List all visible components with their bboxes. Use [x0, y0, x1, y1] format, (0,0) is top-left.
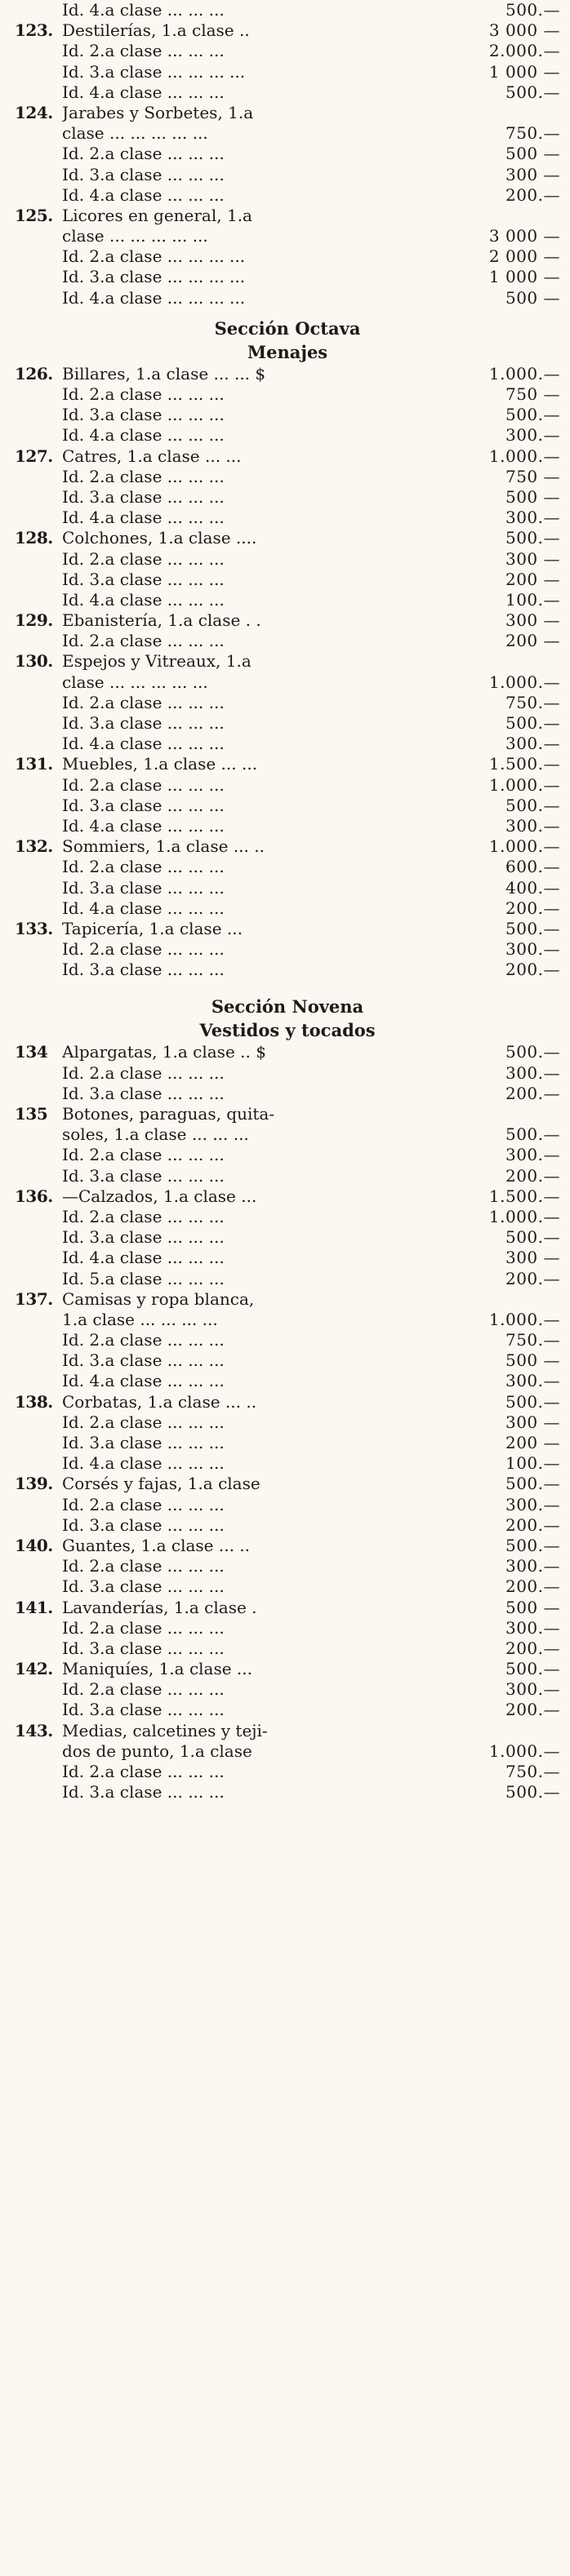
tariff-row: [15, 1145, 560, 1165]
item-description: —Calzados, 1.a clase ...: [62, 1186, 257, 1206]
tariff-row: [15, 1679, 560, 1700]
item-description: soles, 1.a clase ... ... ...: [62, 1124, 249, 1145]
tariff-row: [15, 487, 560, 508]
tariff-row: [15, 960, 560, 980]
tariff-row: [15, 364, 560, 384]
item-number: 123.: [15, 20, 53, 41]
item-amount: 400.—: [505, 877, 560, 898]
item-amount: 200.—: [505, 1083, 560, 1103]
tariff-row: [15, 1433, 560, 1453]
tariff-row: [15, 1269, 560, 1289]
item-description: Espejos y Vitreaux, 1.a: [62, 651, 252, 672]
item-amount: 1 000 —: [488, 267, 560, 287]
item-description: Id. 4.a clase ... ... ...: [62, 898, 225, 918]
item-description: Id. 4.a clase ... ... ...: [62, 1248, 225, 1268]
item-description: Muebles, 1.a clase ... ...: [62, 754, 258, 774]
item-amount: 200.—: [505, 960, 560, 980]
tariff-row: [15, 1104, 560, 1124]
tariff-row: [15, 631, 560, 651]
item-number: 133.: [15, 918, 53, 938]
item-amount: 300 —: [505, 1412, 560, 1432]
item-number: 127.: [15, 446, 53, 466]
tariff-row: [15, 713, 560, 734]
item-number: 130.: [15, 651, 53, 672]
item-amount: 500 —: [505, 486, 560, 507]
item-amount: 3 000 —: [488, 226, 560, 246]
section-heading-octava: Sección Octava: [214, 317, 361, 339]
item-amount: 500 —: [505, 1597, 560, 1617]
item-number: 131.: [15, 754, 53, 774]
item-amount: 300.—: [505, 815, 560, 836]
item-description: Botones, paraguas, quita-: [62, 1104, 275, 1124]
tariff-row: [15, 226, 560, 246]
tariff-row: [15, 878, 560, 898]
item-description: Id. 3.a clase ... ... ...: [62, 1576, 225, 1597]
tariff-row: [15, 446, 560, 467]
item-description: Id. 2.a clase ... ... ...: [62, 384, 225, 404]
item-amount: 1.000.—: [488, 1740, 560, 1761]
tariff-row: [15, 796, 560, 816]
item-amount: 750 —: [505, 466, 560, 486]
item-description: Id. 2.a clase ... ... ...: [62, 1494, 225, 1514]
tariff-row: [15, 62, 560, 82]
tariff-row: [15, 1063, 560, 1084]
item-description: Id. 3.a clase ... ... ...: [62, 1782, 225, 1802]
item-number: 136.: [15, 1186, 53, 1206]
item-description: Id. 4.a clase ... ... ... ...: [62, 287, 246, 308]
item-amount: 300.—: [505, 1371, 560, 1391]
item-description: Id. 3.a clase ... ... ...: [62, 960, 225, 980]
tariff-row: [15, 1515, 560, 1536]
item-description: Id. 2.a clase ... ... ...: [62, 631, 225, 651]
tariff-list-top: [15, 0, 560, 308]
item-description: Id. 4.a clase ... ... ...: [62, 425, 225, 446]
item-amount: 500.—: [505, 1124, 560, 1145]
item-amount: 300.—: [505, 1679, 560, 1700]
item-number: 124.: [15, 102, 53, 122]
item-amount: 300.—: [505, 1556, 560, 1576]
tariff-row: [15, 185, 560, 206]
item-number: 138.: [15, 1391, 53, 1412]
item-description: Id. 4.a clase ... ... ...: [62, 815, 225, 836]
item-description: Tapicería, 1.a clase ...: [62, 918, 243, 938]
item-description: Id. 3.a clase ... ... ...: [62, 1350, 225, 1371]
item-amount: 500 —: [505, 287, 560, 308]
tariff-row: [15, 1495, 560, 1515]
item-number: 129.: [15, 610, 53, 631]
item-amount: 2.000.—: [488, 41, 560, 61]
tariff-row: [15, 549, 560, 570]
item-description: Jarabes y Sorbetes, 1.a: [62, 102, 254, 122]
item-description: dos de punto, 1.a clase: [62, 1740, 252, 1761]
item-amount: 200.—: [505, 898, 560, 918]
item-description: clase ... ... ... ... ...: [62, 672, 208, 692]
item-amount: 500 —: [505, 1350, 560, 1371]
tariff-row: [15, 425, 560, 446]
item-amount: 100.—: [505, 1453, 560, 1474]
item-description: Id. 3.a clase ... ... ...: [62, 486, 225, 507]
item-amount: 1.000.—: [488, 836, 560, 857]
item-amount: 1.000.—: [488, 1309, 560, 1329]
tariff-row: [15, 1576, 560, 1597]
item-description: Colchones, 1.a clase ....: [62, 528, 257, 548]
section-heading-novena: Sección Novena: [211, 996, 364, 1018]
tariff-row: [15, 41, 560, 61]
item-description: Guantes, 1.a clase ... ..: [62, 1535, 250, 1555]
tariff-row: [15, 1618, 560, 1638]
item-number: 141.: [15, 1597, 53, 1617]
item-description: Licores en general, 1.a: [62, 205, 252, 225]
tariff-row: [15, 672, 560, 693]
tariff-row: [15, 1289, 560, 1310]
tariff-row: [15, 1392, 560, 1412]
item-description: Id. 3.a clase ... ... ... ...: [62, 267, 246, 287]
item-description: Id. 2.a clase ... ... ...: [62, 466, 225, 486]
item-description: Id. 3.a clase ... ... ...: [62, 1638, 225, 1658]
item-number: 137.: [15, 1288, 53, 1309]
section-subheading-vestidos: Vestidos y tocados: [199, 1020, 376, 1041]
tariff-row: [15, 82, 560, 103]
item-amount: 600.—: [505, 857, 560, 877]
item-number: 125.: [15, 205, 53, 225]
item-description: Id. 2.a clase ... ... ...: [62, 692, 225, 712]
tariff-row: [15, 508, 560, 528]
item-description: Id. 3.a clase ... ... ...: [62, 405, 225, 425]
item-amount: 300 —: [505, 548, 560, 569]
item-number: 134: [15, 1042, 48, 1062]
item-description: Id. 3.a clase ... ... ...: [62, 164, 225, 184]
item-description: Camisas y ropa blanca,: [62, 1288, 255, 1309]
item-description: Id. 4.a clase ... ... ...: [62, 589, 225, 610]
item-description: Id. 2.a clase ... ... ...: [62, 774, 225, 795]
item-amount: 200.—: [505, 1576, 560, 1597]
item-amount: 500.—: [505, 1782, 560, 1802]
tariff-row: [15, 775, 560, 796]
item-amount: 200.—: [505, 1700, 560, 1720]
item-description: Id. 2.a clase ... ... ...: [62, 1145, 225, 1165]
tariff-row: [15, 754, 560, 774]
item-amount: 500 —: [505, 144, 560, 164]
item-amount: 200 —: [505, 1433, 560, 1452]
item-amount: 300.—: [505, 1494, 560, 1514]
tariff-row: [15, 1721, 560, 1741]
tariff-row: [15, 1248, 560, 1268]
tariff-row: [15, 1598, 560, 1618]
item-amount: 300.—: [505, 425, 560, 446]
item-description: Id. 2.a clase ... ... ...: [62, 939, 225, 960]
tariff-row: [15, 1084, 560, 1104]
item-amount: 1.000.—: [488, 363, 560, 384]
item-description: Sommiers, 1.a clase ... ..: [62, 836, 265, 857]
tariff-row: [15, 528, 560, 548]
item-description: Corsés y fajas, 1.a clase: [62, 1474, 261, 1494]
spacer: [15, 308, 560, 317]
item-description: Id. 2.a clase ... ... ...: [62, 1330, 225, 1350]
item-description: Id. 2.a clase ... ... ...: [62, 1617, 225, 1638]
item-description: Id. 3.a clase ... ... ...: [62, 877, 225, 898]
item-amount: 500.—: [505, 405, 560, 425]
item-description: Billares, 1.a clase ... ... $: [62, 363, 266, 384]
item-description: Corbatas, 1.a clase ... ..: [62, 1391, 257, 1412]
item-number: 128.: [15, 528, 53, 548]
item-description: Id. 3.a clase ... ... ...: [62, 1165, 225, 1186]
item-description: Destilerías, 1.a clase ..: [62, 20, 250, 41]
item-description: Id. 3.a clase ... ... ...: [62, 1514, 225, 1535]
tariff-row: [15, 20, 560, 41]
item-description: Id. 3.a clase ... ... ...: [62, 1433, 225, 1452]
tariff-row: [15, 1371, 560, 1391]
item-number: 143.: [15, 1720, 53, 1740]
item-amount: 500.—: [505, 1474, 560, 1494]
item-description: clase ... ... ... ... ...: [62, 226, 208, 246]
item-amount: 300.—: [505, 939, 560, 960]
item-description: Id. 3.a clase ... ... ... ...: [62, 61, 246, 82]
item-number: 126.: [15, 363, 53, 384]
tariff-row: [15, 734, 560, 754]
item-amount: 500.—: [505, 82, 560, 102]
tariff-row: [15, 1207, 560, 1227]
item-amount: 200.—: [505, 1165, 560, 1186]
item-amount: 500.—: [505, 1659, 560, 1679]
tariff-row: [15, 1638, 560, 1659]
tariff-row: [15, 1350, 560, 1371]
tariff-row: [15, 816, 560, 836]
item-amount: 300.—: [505, 1145, 560, 1165]
item-amount: 500.—: [505, 1391, 560, 1412]
tariff-row: [15, 857, 560, 877]
item-amount: 1.000.—: [488, 1206, 560, 1226]
item-number: 140.: [15, 1535, 53, 1555]
item-description: Id. 2.a clase ... ... ...: [62, 548, 225, 569]
item-description: Id. 3.a clase ... ... ...: [62, 1227, 225, 1248]
item-amount: 750.—: [505, 1762, 560, 1781]
item-amount: 500.—: [505, 528, 560, 548]
item-amount: 300.—: [505, 508, 560, 528]
item-amount: 500.—: [505, 1535, 560, 1555]
tariff-row: [15, 384, 560, 405]
tariff-row: [15, 467, 560, 487]
tariff-row: [15, 1330, 560, 1350]
tariff-row: [15, 288, 560, 308]
tariff-row: [15, 651, 560, 672]
item-description: Medias, calcetines y teji-: [62, 1720, 268, 1740]
item-amount: 100.—: [505, 589, 560, 610]
tariff-row: [15, 1474, 560, 1494]
tariff-row: [15, 267, 560, 287]
item-description: Id. 2.a clase ... ... ...: [62, 1412, 225, 1432]
item-amount: 300 —: [505, 1248, 560, 1268]
tariff-row: [15, 144, 560, 164]
section-subheading-menajes: Menajes: [247, 341, 328, 362]
tariff-row: [15, 1700, 560, 1720]
item-amount: 2 000 —: [488, 246, 560, 267]
item-amount: 300.—: [505, 734, 560, 754]
tariff-row: [15, 1536, 560, 1556]
item-description: Id. 4.a clase ... ... ...: [62, 82, 225, 102]
item-description: Id. 3.a clase ... ... ...: [62, 795, 225, 815]
item-description: Id. 2.a clase ... ... ...: [62, 1062, 225, 1083]
item-description: Alpargatas, 1.a clase .. $: [62, 1042, 266, 1062]
item-amount: 750 —: [505, 384, 560, 404]
item-amount: 750.—: [505, 692, 560, 712]
item-amount: 300.—: [505, 1062, 560, 1083]
item-description: Id. 3.a clase ... ... ...: [62, 1083, 225, 1103]
item-amount: 1.000.—: [488, 446, 560, 466]
tariff-row: [15, 1453, 560, 1474]
item-amount: 750.—: [505, 123, 560, 144]
item-description: Id. 4.a clase ... ... ...: [62, 734, 225, 754]
item-number: 142.: [15, 1659, 53, 1679]
tariff-row: [15, 1412, 560, 1433]
item-description: Id. 2.a clase ... ... ...: [62, 857, 225, 877]
item-amount: 200.—: [505, 184, 560, 205]
item-description: Id. 3.a clase ... ... ...: [62, 713, 225, 733]
item-amount: 300 —: [505, 610, 560, 631]
tariff-row: [15, 1782, 560, 1802]
item-description: Lavanderías, 1.a clase .: [62, 1597, 257, 1617]
tariff-row: [15, 206, 560, 226]
item-description: Id. 2.a clase ... ... ... ...: [62, 246, 246, 267]
tariff-row: [15, 1659, 560, 1679]
item-amount: 500.—: [505, 795, 560, 815]
item-description: Ebanistería, 1.a clase . .: [62, 610, 261, 631]
tariff-row: [15, 939, 560, 960]
tariff-list-menajes: [15, 364, 560, 981]
item-description: clase ... ... ... ... ...: [62, 123, 208, 144]
item-description: Id. 4.a clase ... ... ...: [62, 184, 225, 205]
item-amount: 300 —: [505, 164, 560, 184]
item-amount: 200 —: [505, 631, 560, 651]
item-amount: 200.—: [505, 1638, 560, 1658]
item-number: 132.: [15, 836, 53, 857]
tariff-row: [15, 898, 560, 919]
item-amount: 200 —: [505, 569, 560, 589]
tariff-row: [15, 836, 560, 857]
item-amount: 3 000 —: [488, 20, 560, 41]
item-amount: 750.—: [505, 1330, 560, 1350]
tariff-row: [15, 0, 560, 20]
tariff-row: [15, 165, 560, 185]
item-description: 1.a clase ... ... ... ...: [62, 1309, 218, 1329]
item-description: Id. 2.a clase ... ... ...: [62, 1762, 225, 1781]
tariff-row: [15, 1166, 560, 1186]
tariff-row: [15, 1556, 560, 1576]
tariff-list-vestidos: [15, 1042, 560, 1802]
item-amount: 200.—: [505, 1514, 560, 1535]
item-description: Id. 2.a clase ... ... ...: [62, 1679, 225, 1700]
item-description: Id. 4.a clase ... ... ...: [62, 1453, 225, 1474]
item-description: Id. 2.a clase ... ... ...: [62, 144, 225, 164]
tariff-row: [15, 693, 560, 713]
item-description: Id. 4.a clase ... ... ...: [62, 0, 225, 20]
item-description: Id. 2.a clase ... ... ...: [62, 1206, 225, 1226]
tariff-row: [15, 590, 560, 610]
item-amount: 1.500.—: [488, 1186, 560, 1206]
item-description: Id. 3.a clase ... ... ...: [62, 569, 225, 589]
tariff-row: [15, 103, 560, 123]
spacer: [15, 980, 560, 995]
item-amount: 200.—: [505, 1268, 560, 1288]
tariff-row: [15, 246, 560, 267]
item-amount: 1.500.—: [488, 754, 560, 774]
document-page: [15, 0, 560, 1802]
item-amount: 300.—: [505, 1617, 560, 1638]
item-description: Maniquíes, 1.a clase ...: [62, 1659, 252, 1679]
item-amount: 1.000.—: [488, 672, 560, 692]
item-amount: 1.000.—: [488, 774, 560, 795]
tariff-row: [15, 1042, 560, 1062]
item-amount: 1 000 —: [488, 61, 560, 82]
item-description: Catres, 1.a clase ... ...: [62, 446, 242, 466]
item-description: Id. 5.a clase ... ... ...: [62, 1268, 225, 1288]
item-amount: 500.—: [505, 713, 560, 733]
item-number: 139.: [15, 1474, 53, 1494]
item-description: Id. 2.a clase ... ... ...: [62, 1556, 225, 1576]
item-description: Id. 4.a clase ... ... ...: [62, 1371, 225, 1391]
item-amount: 500.—: [505, 918, 560, 938]
tariff-row: [15, 919, 560, 939]
tariff-row: [15, 1186, 560, 1207]
tariff-row: [15, 405, 560, 425]
item-amount: 500.—: [505, 1227, 560, 1248]
item-number: 135: [15, 1104, 48, 1124]
item-description: Id. 3.a clase ... ... ...: [62, 1700, 225, 1720]
tariff-row: [15, 1762, 560, 1782]
item-description: Id. 4.a clase ... ... ...: [62, 508, 225, 528]
tariff-row: [15, 1310, 560, 1330]
item-amount: 500.—: [505, 1042, 560, 1062]
tariff-row: [15, 610, 560, 631]
item-amount: 500.—: [505, 0, 560, 20]
tariff-row: [15, 570, 560, 590]
tariff-row: [15, 1124, 560, 1145]
tariff-row: [15, 123, 560, 144]
item-description: Id. 2.a clase ... ... ...: [62, 41, 225, 61]
tariff-row: [15, 1741, 560, 1762]
tariff-row: [15, 1227, 560, 1248]
